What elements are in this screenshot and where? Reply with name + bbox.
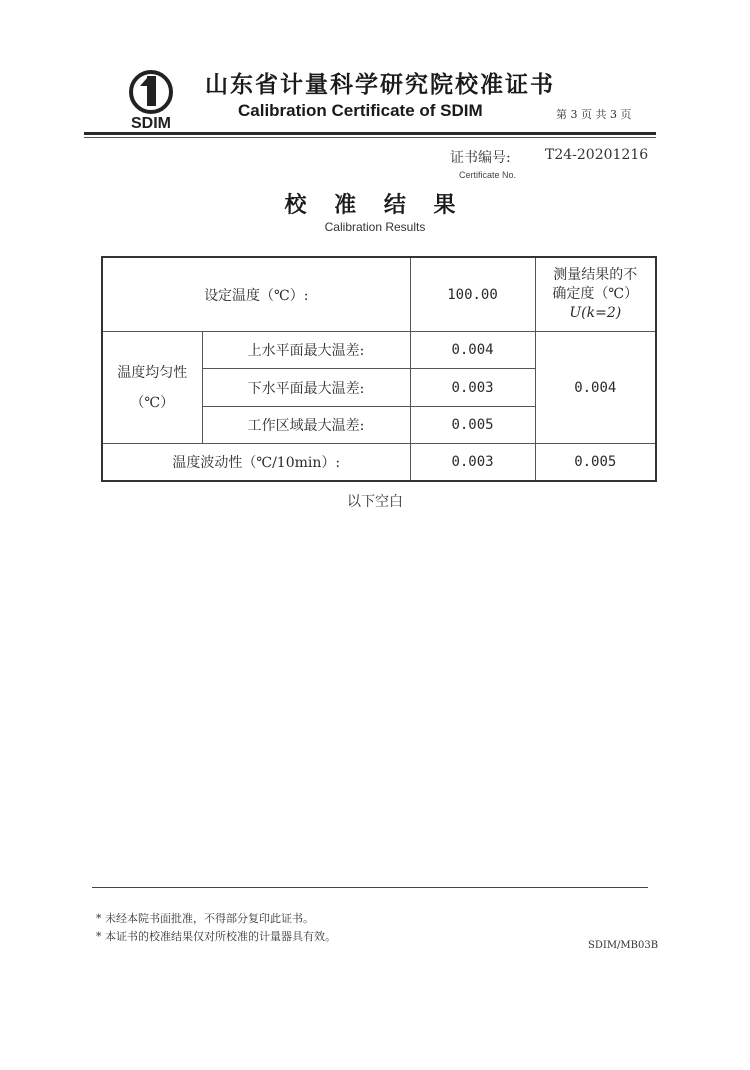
uniformity-uncertainty: 0.004 xyxy=(535,332,656,444)
form-code: SDIM/MB03B xyxy=(588,940,659,951)
certificate-number-label: 证书编号: xyxy=(450,150,511,166)
uncertainty-symbol: U(k=2) xyxy=(569,305,622,322)
set-temperature-label: 设定温度（℃）: xyxy=(102,257,410,332)
certificate-number-label-en: Certificate No. xyxy=(459,170,517,180)
uniformity-label xyxy=(102,332,202,444)
row-value: 0.003 xyxy=(410,369,535,406)
header-rule xyxy=(84,132,656,135)
uncertainty-header-line: 测量结果的不 xyxy=(553,267,638,284)
footer-note: * 本证书的校准结果仅对所校准的计量器具有效。 xyxy=(96,930,336,943)
row-value: 0.005 xyxy=(410,406,535,443)
svg-text:SDIM: SDIM xyxy=(131,115,171,132)
row-value: 0.004 xyxy=(410,332,535,369)
header-rule-thin xyxy=(84,137,656,138)
set-temperature-value: 100.00 xyxy=(410,257,535,332)
page-indicator: 第 3 页 共 3 页 xyxy=(556,108,632,121)
uncertainty-header-line: 确定度（℃） xyxy=(552,286,639,303)
blank-below-note: 以下空白 xyxy=(347,494,403,510)
uniformity-label-line: 温度均匀性 xyxy=(117,364,188,381)
table-row xyxy=(102,257,656,332)
table-row xyxy=(102,444,656,481)
section-title: 校 准 结 果 xyxy=(284,192,466,218)
uncertainty-header xyxy=(535,257,656,332)
row-label: 工作区域最大温差: xyxy=(202,406,410,443)
section-title-en: Calibration Results xyxy=(324,220,426,234)
fluctuation-label: 温度波动性（℃/10min）: xyxy=(102,444,410,481)
fluctuation-uncertainty: 0.005 xyxy=(535,444,656,481)
sdim-logo xyxy=(122,68,180,132)
certificate-number: T24-20201216 xyxy=(545,147,649,163)
uniformity-label-unit: （℃） xyxy=(130,394,175,411)
certificate-title-en: Calibration Certificate of SDIM xyxy=(238,101,483,120)
footer-note: * 未经本院书面批准，不得部分复印此证书。 xyxy=(96,912,314,925)
institute-title: 山东省计量科学研究院校准证书 xyxy=(205,71,555,98)
calibration-results-table xyxy=(101,256,657,482)
fluctuation-value: 0.003 xyxy=(410,444,535,481)
row-label: 上水平面最大温差: xyxy=(202,332,410,369)
table-row xyxy=(102,332,656,369)
row-label: 下水平面最大温差: xyxy=(202,369,410,406)
footer-rule xyxy=(92,887,648,888)
